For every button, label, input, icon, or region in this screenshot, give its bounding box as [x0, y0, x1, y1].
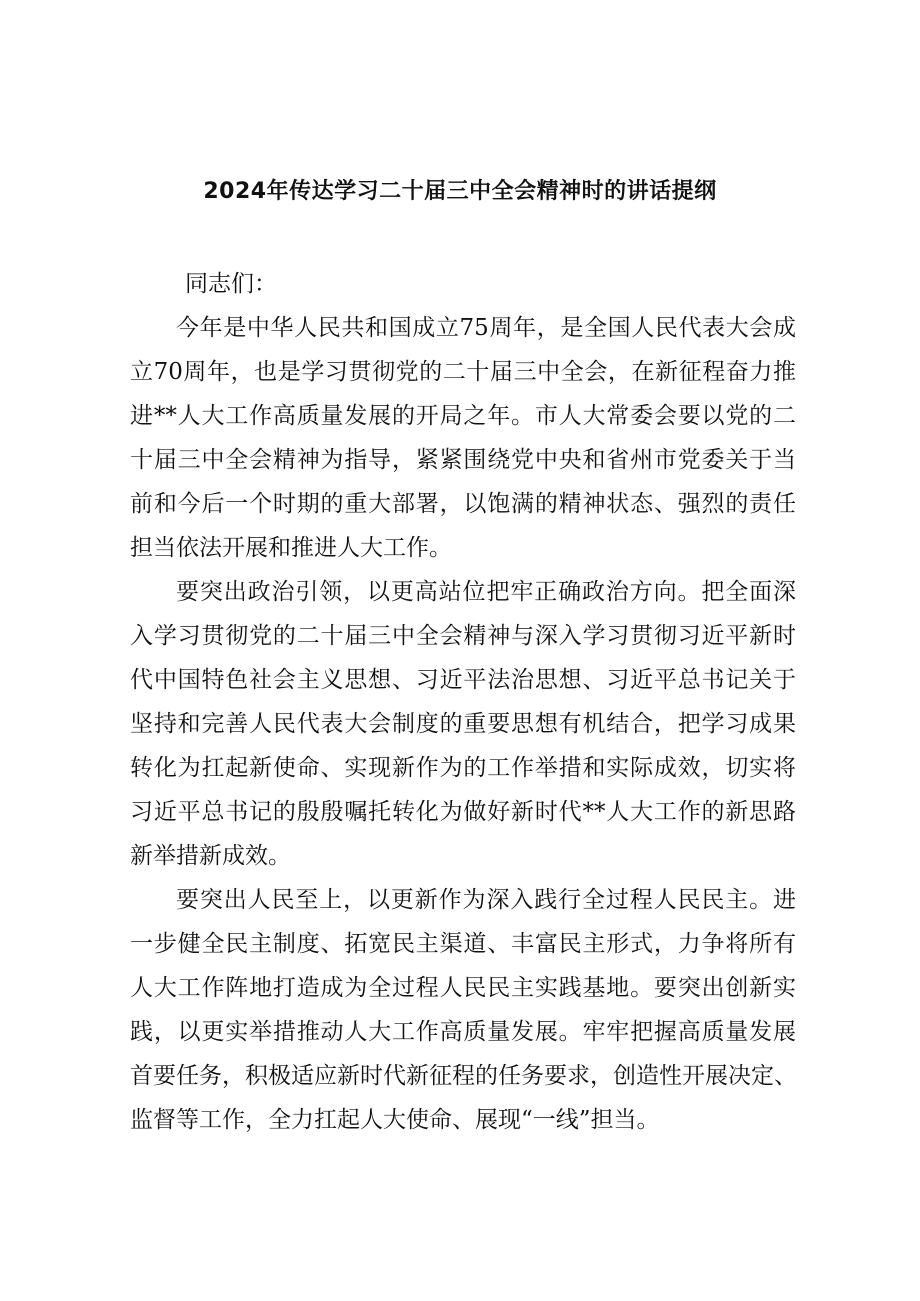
- paragraph-line: 代中国特色社会主义思想、习近平法治思想、习近平总书记关于: [130, 667, 796, 693]
- paragraph-line: 坚持和完善人民代表大会制度的重要思想有机结合，把学习成果: [130, 711, 796, 737]
- paragraph-line: 前和今后一个时期的重大部署，以饱满的精神状态、强烈的责任: [130, 491, 796, 517]
- paragraph-line: 今年是中华人民共和国成立75周年，是全国人民代表大会成: [176, 315, 796, 341]
- paragraph-line: 监督等工作，全力扛起人大使命、展现“一线”担当。: [130, 1107, 660, 1133]
- paragraph-line: 新举措新成效。: [130, 843, 291, 869]
- salutation: 同志们：: [185, 271, 277, 297]
- paragraph-line: 进**人大工作高质量发展的开局之年。市人大常委会要以党的二: [130, 403, 796, 429]
- paragraph-line: 首要任务，积极适应新时代新征程的任务要求，创造性开展决定、: [130, 1063, 797, 1089]
- paragraph-line: 习近平总书记的殷殷嘱托转化为做好新时代**人大工作的新思路: [130, 799, 796, 825]
- paragraph-line: 一步健全民主制度、拓宽民主渠道、丰富民主形式，力争将所有: [130, 931, 796, 957]
- paragraph-line: 十届三中全会精神为指导，紧紧围绕党中央和省州市党委关于当: [130, 447, 796, 473]
- paragraph-line: 入学习贯彻党的二十届三中全会精神与深入学习贯彻习近平新时: [130, 623, 796, 649]
- paragraph-line: 践，以更实举措推动人大工作高质量发展。牢牢把握高质量发展: [130, 1019, 796, 1045]
- paragraph-line: 要突出政治引领，以更高站位把牢正确政治方向。把全面深: [176, 579, 796, 605]
- paragraph-line: 转化为扛起新使命、实现新作为的工作举措和实际成效，切实将: [130, 755, 796, 781]
- paragraph-3: [130, 878, 796, 1142]
- paragraph-line: 要突出人民至上，以更新作为深入践行全过程人民民主。进: [176, 887, 796, 913]
- paragraph-2: [130, 570, 796, 878]
- paragraph-line: 人大工作阵地打造成为全过程人民民主实践基地。要突出创新实: [130, 975, 796, 1001]
- paragraph-line: 立70周年，也是学习贯彻党的二十届三中全会，在新征程奋力推: [130, 359, 796, 385]
- document-title: 2024年传达学习二十届三中全会精神时的讲话提纲: [203, 179, 717, 204]
- paragraph-line: 担当依法开展和推进人大工作。: [130, 535, 452, 561]
- paragraph-1: [130, 306, 796, 570]
